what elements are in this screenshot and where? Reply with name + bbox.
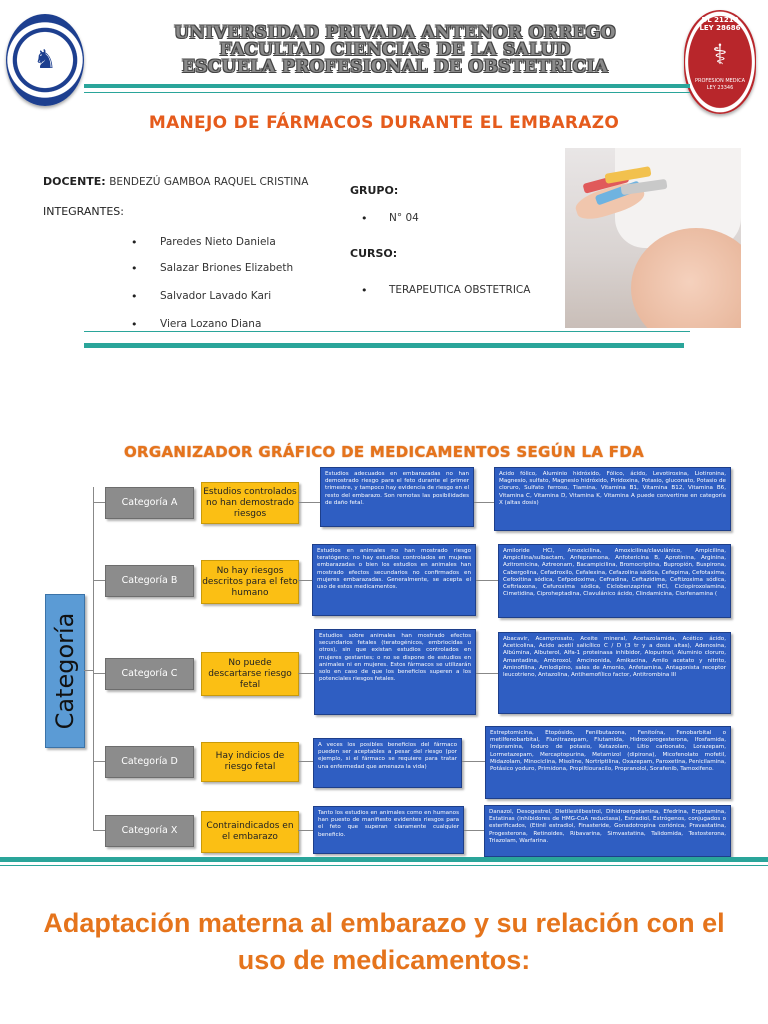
integrante-item: Salazar Briones Elizabeth bbox=[160, 262, 294, 274]
category-a-description: Estudios adecuados en embarazadas no han demostrado riesgo para el feto durante el primer trimestre, y tampoco hay evidencia de riesgo en el resto del embarazo. Son remotas las posibilidades de daño fetal. bbox=[320, 467, 474, 527]
category-c-summary: No puede descartarse riesgo fetal bbox=[201, 652, 299, 696]
category-d-summary: Hay indicios de riesgo fetal bbox=[201, 742, 299, 782]
category-x-description: Tanto los estudios en animales como en humanos han puesto de manifiesto evidentes riesgos para el feto que superan claramente cualquier beneficio. bbox=[313, 806, 464, 854]
grupo-label: GRUPO: bbox=[350, 184, 399, 197]
connector-line bbox=[93, 761, 105, 762]
connector-line bbox=[476, 580, 498, 581]
docente-row bbox=[43, 175, 308, 188]
caduceus-icon: ⚕ bbox=[712, 38, 728, 71]
connector-line bbox=[298, 830, 313, 831]
header-divider bbox=[84, 84, 690, 88]
faculty-name: FACULTAD CIENCIAS DE LA SALUD bbox=[219, 40, 571, 60]
section-divider-thin bbox=[0, 865, 768, 866]
category-c-drugs: Abacavir, Acamprosato, Aceite mineral, Acetazolamida, Acético ácido, Aceticolina, Acido acetil salicílico C / D (3 tr y a dosis altas), Adenosina, Albúmina, Albuterol, Alfa-1 proteinasa inhibidor, Alopurinol, Aluminio cloruro, Amantadina, Ambroxol, Amcinonida, Amikacina, Amilo acetato y nitrito, Aminofilina, Amlodipino, sales de Amonio, Anfetamina, Antagonista receptor leucotrieno, Antazolina, Antihemofílico factor, Antitrombina III bbox=[498, 632, 731, 714]
connector-line bbox=[93, 487, 94, 831]
category-d-box: Categoría D bbox=[105, 746, 194, 778]
category-a-box: Categoría A bbox=[105, 487, 194, 519]
document-title: MANEJO DE FÁRMACOS DURANTE EL EMBARAZO bbox=[148, 113, 620, 133]
category-a-drugs: Acido fólico, Aluminio hidróxido, Fólico, ácido, Levotiroxina, Liotironina, Magnesio, sulfato, Magnesio hidróxido, Piridoxina, Potasio, gluconato, Potasio de cloruro, Sulfato ferroso, Tiamina, Vitamina B1, Vitamina B12, Vitamina B6, Vitamina C, Vitamina D, Vitamina K, Vitamina A puede convertirse en categoría X (altas dosis) bbox=[494, 467, 731, 531]
bullet-icon: • bbox=[361, 212, 368, 225]
category-x-box: Categoría X bbox=[105, 815, 194, 847]
connector-line bbox=[298, 673, 314, 674]
info-divider-thin bbox=[84, 331, 690, 332]
connector-line bbox=[464, 830, 484, 831]
university-name: UNIVERSIDAD PRIVADA ANTENOR ORREGO bbox=[174, 23, 616, 43]
connector-line bbox=[474, 502, 494, 503]
category-x-drugs: Danazol, Desogestrel, Dietilestilbestrol, Dihidroergotamina, Efedrina, Ergotamina, Estatinas (inhibidores de HMG-CoA reductasa), Estradiol, Estrógenos, conjugados o esterificados, (Etinil estradiol, Finasteride, Gonadotropina coriónica, Pravastatina, Progesterona, Retinoides, Ribavarina, Simvastatina, Talidomida, Testosterona, Triazolam, Warfarina. bbox=[484, 805, 731, 857]
category-d-drugs: Estreptomicina, Etopósido, Fenilbutazona, Fenitoína, Fenobarbital o metilfenobarbital, Flunitrazepam, Flutamida, Hidroxiprogesterona, Ifosfamida, Imipramina, Ioduro de potasio, Ketazolam, Litio carbonato, Lorazepam, Lormetazepam, Mercaptopurina, Metamizol (dipirona), Micofenolato mofetil, Midazolam, Minociclina, Misoline, Nortriptilina, Oxazepam, Paroxetina, Penicilamina, Potásico yoduro, Primidona, Propiltiouracilo, Propranolol, Sorafenib, Tamoxifeno. bbox=[485, 726, 731, 799]
bullet-icon: • bbox=[131, 318, 138, 331]
connector-line bbox=[93, 830, 105, 831]
section-divider bbox=[0, 857, 768, 862]
integrante-item: Salvador Lavado Kari bbox=[160, 290, 272, 302]
header-divider-thin bbox=[84, 92, 690, 93]
category-c-box: Categoría C bbox=[105, 658, 194, 690]
docente-name: BENDEZÚ GAMBOA RAQUEL CRISTINA bbox=[109, 176, 309, 188]
integrante-item: Paredes Nieto Daniela bbox=[160, 236, 276, 248]
category-b-drugs: Amiloride HCl, Amoxicilina, Amoxicilina/clavulánico, Ampicilina, Ampicilina/sulbactam, Anfepramona, Anfotericina B, Aprotinina, Arginina, Azitromicina, Aztreonam, Bacampicilina, Bromocriptina, Bupropión, Buspirona, Cabergolina, Cefadroxilo, Cefalexina, Cefazolina sódica, Cefepima, Cefotaxima, Cefoxitina sódica, Cefpodoxima, Cefradina, Ceftazidima, Ceftizoxima sódica, Ceftriaxona, Cefuroxima sódica, Ciclobenzaprina HCl, Ciclopiroxolamina, Cimetidina, Ciproheptadina, Clavulánico ácido, Clindamicina, Clorfenamina ( bbox=[498, 544, 731, 618]
connector-line bbox=[93, 502, 105, 503]
connector-line bbox=[93, 580, 105, 581]
connector-line bbox=[476, 673, 498, 674]
connector-line bbox=[93, 673, 105, 674]
category-x-summary: Contraindicados en el embarazo bbox=[201, 811, 299, 853]
category-d-description: A veces los posibles beneficios del fármaco pueden ser aceptables a pesar del riesgo (por ejemplo, si el fármaco se requiere para tratar una enfermedad que amenaza la vida) bbox=[313, 738, 462, 788]
obstetrics-logo-profession-text: PROFESION MEDICA LEY 23346 bbox=[694, 78, 746, 91]
category-b-box: Categoría B bbox=[105, 565, 194, 597]
curso-value: TERAPEUTICA OBSTETRICA bbox=[389, 284, 531, 296]
university-crest-icon: ♞ bbox=[33, 45, 57, 75]
info-divider bbox=[84, 343, 684, 348]
category-c-description: Estudios sobre animales han mostrado efectos secundarios fetales (teratogénicos, embriocidas u otros), sin que existan estudios controlados en mujeres gestantes; o no se dispone de estudios en animales ni en mujeres. Estos fármacos se utilizarán solo en caso de que los beneficios superen a los potenciales riesgos fetales. bbox=[314, 629, 476, 715]
connector-line bbox=[298, 502, 320, 503]
root-category-box bbox=[45, 594, 85, 748]
integrantes-label: INTEGRANTES: bbox=[43, 205, 124, 218]
organizer-title: ORGANIZADOR GRÁFICO DE MEDICAMENTOS SEGÚN LA FDA bbox=[124, 443, 644, 461]
bullet-icon: • bbox=[361, 284, 368, 297]
bullet-icon: • bbox=[131, 262, 138, 275]
connector-line bbox=[462, 761, 485, 762]
connector-line bbox=[298, 580, 312, 581]
pregnant-woman-photo bbox=[565, 148, 741, 328]
grupo-value: N° 04 bbox=[389, 212, 419, 224]
category-b-description: Estudios en animales no han mostrado riesgo teratógeno; no hay estudios controlados en mujeres embarazadas o bien los estudios en animales han mostrado efectos secundarios no confirmados en mujeres embarazadas. Generalmente, se acepta el uso de estos medicamentos. bbox=[312, 544, 476, 616]
connector-line bbox=[298, 761, 313, 762]
root-category-label: Categoría bbox=[51, 612, 79, 730]
school-name: ESCUELA PROFESIONAL DE OBSTETRICIA bbox=[181, 57, 609, 77]
obstetrics-logo-legal-text: DL 21210 LEY 28686 bbox=[699, 16, 741, 32]
integrante-item: Viera Lozano Diana bbox=[160, 318, 262, 330]
obstetrics-logo bbox=[684, 10, 756, 114]
university-logo bbox=[6, 14, 84, 106]
section-title: Adaptación materna al embarazo y su relación con el uso de medicamentos: bbox=[43, 908, 725, 975]
curso-label: CURSO: bbox=[350, 247, 398, 260]
category-b-summary: No hay riesgos descritos para el feto humano bbox=[201, 560, 299, 604]
docente-label: DOCENTE: bbox=[43, 175, 106, 188]
category-a-summary: Estudios controlados no han demostrado riesgos bbox=[201, 482, 299, 524]
bullet-icon: • bbox=[131, 290, 138, 303]
bullet-icon: • bbox=[131, 236, 138, 249]
